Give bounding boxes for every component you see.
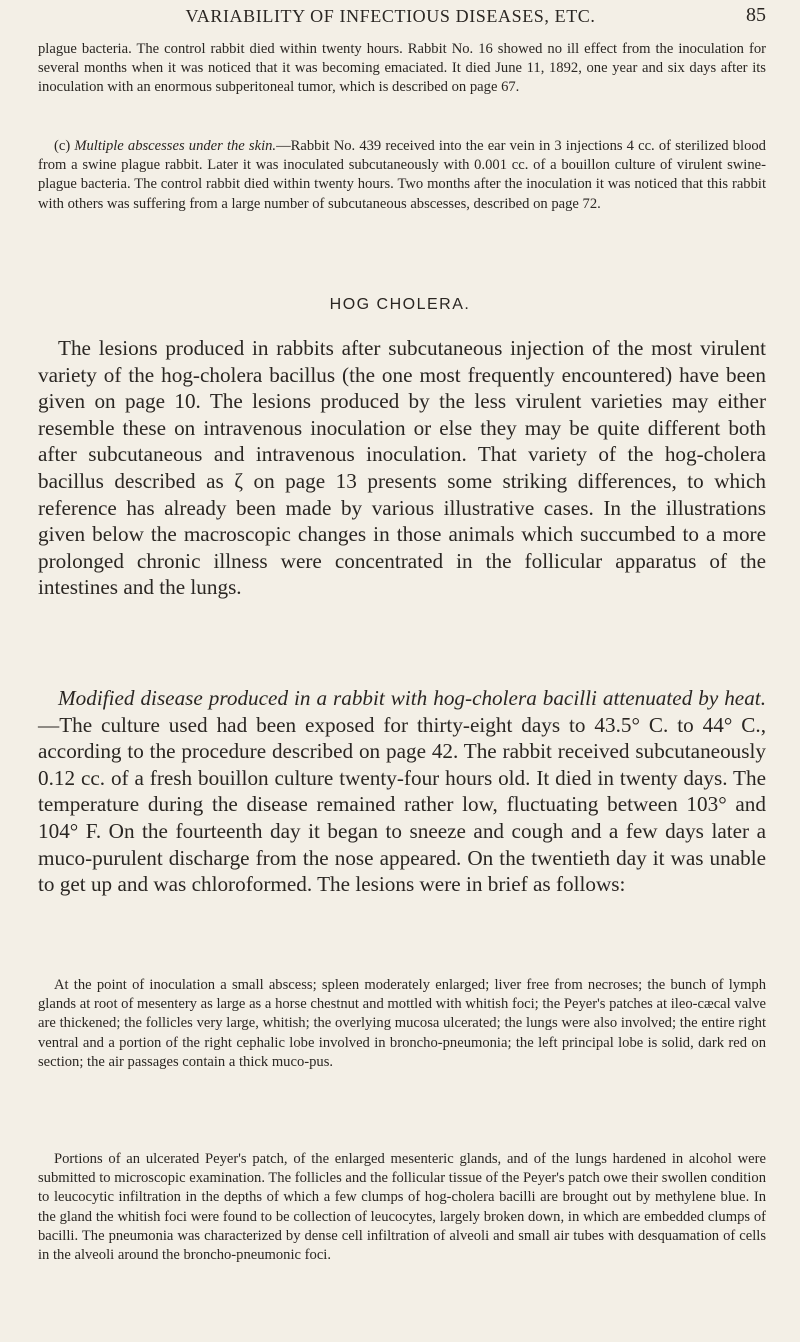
- paragraph-modified-disease: [38, 685, 766, 898]
- page-number: 85: [746, 4, 766, 26]
- paragraph-lesions: [38, 335, 766, 601]
- paragraph-microscopic: [38, 1150, 766, 1265]
- paragraph-text: plague bacteria. The control rabbit died within twenty hours. Rabbit No. 16 showed no ill effect from the inoculation for several months when it was noticed that it was becoming emaciated. It died June 11, 1892, one year and six days after its inoculation with an enormous subperitoneal tumor, which is described on page 67.: [38, 41, 766, 96]
- paragraph-text: —The culture used had been exposed for thirty-eight days to 43.5° C. to 44° C., according to the procedure described on page 42. The rabbit received subcutaneously 0.12 cc. of a fresh bouillon culture twenty-four hours old. It died in twenty days. The temperature during the disease remained rather low, fluctuating between 103° and 104° F. On the fourteenth day it began to sneeze and cough and a few days later a muco-purulent discharge from the nose appeared. On the twentieth day it was unable to get up and was chloroformed. The lesions were in brief as follows:: [38, 712, 766, 897]
- running-head: [38, 2, 766, 32]
- paragraph-label: (c): [54, 138, 75, 154]
- paragraph-title: Modified disease produced in a rabbit with hog-cholera bacilli attenuated by heat.: [58, 686, 766, 710]
- paragraph-text: The lesions produced in rabbits after subcutaneous injection of the most virulent variety of the hog-cholera bacillus (the one most frequently encountered) have been given on page 10. The lesions produced by the less virulent varieties may either resemble these on intravenous inoculation or else they may be quite different both after subcutaneous and intravenous inoculation. That variety of the hog-cholera bacillus described as ζ on page 13 presents some striking differences, to which reference has already been made by various illustrative cases. In the illustrations given below the macroscopic changes in those animals which succumbed to a more prolonged chronic illness were concentrated in the follicular apparatus of the intestines and the lungs.: [38, 336, 766, 600]
- paragraph-multiple-abscesses: [38, 137, 766, 214]
- paragraph-text: At the point of inoculation a small abscess; spleen moderately enlarged; liver free from necroses; the bunch of lymph glands at root of mesentery as large as a horse chestnut and mottled with whitish foci; the Peyer's patches at ileo-cæcal valve are thickened; the follicles very large, whitish; the overlying mucosa ulcerated; the lungs were also involved; the entire right ventral and a portion of the right cephalic lobe involved in broncho-pneumonia; the left principal lobe is solid, dark red on section; the air passages contain a thick muco-pus.: [38, 977, 766, 1070]
- section-heading: HOG CHOLERA.: [329, 296, 471, 313]
- paragraph-lesion-details: [38, 976, 766, 1072]
- paragraph-text: —Rabbit No. 439 received into the ear vein in 3 injections 4 cc. of sterilized blood from a swine plague rabbit. Later it was inoculated subcutaneously with 0.001 cc. of a bouillon culture of virulent swine-plague bacteria. The control rabbit died within twenty hours. Two months after the inoculation it was noticed that this rabbit with others was suffering from a large number of subcutaneous abscesses, described on page 72.: [38, 138, 766, 212]
- paragraph-plague-rabbit: [38, 40, 766, 98]
- paragraph-title: Multiple abscesses under the skin.: [74, 138, 277, 154]
- paragraph-text: Portions of an ulcerated Peyer's patch, of the enlarged mesenteric glands, and of the lungs hardened in alcohol were submitted to microscopic examination. The follicles and the follicular tissue of the Peyer's patch owe their swollen condition to leucocytic infiltration in the depths of which a few clumps of hog-cholera bacilli are brought out by methylene blue. In the gland the whitish foci were found to be collection of leucocytes, largely broken down, in which are embedded clumps of bacilli. The pneumonia was characterized by dense cell infiltration of alveoli and small air tubes with desquamation of cells in the alveoli around the broncho-pneumonic foci.: [38, 1151, 766, 1264]
- running-title: VARIABILITY OF INFECTIOUS DISEASES, ETC.: [185, 6, 596, 26]
